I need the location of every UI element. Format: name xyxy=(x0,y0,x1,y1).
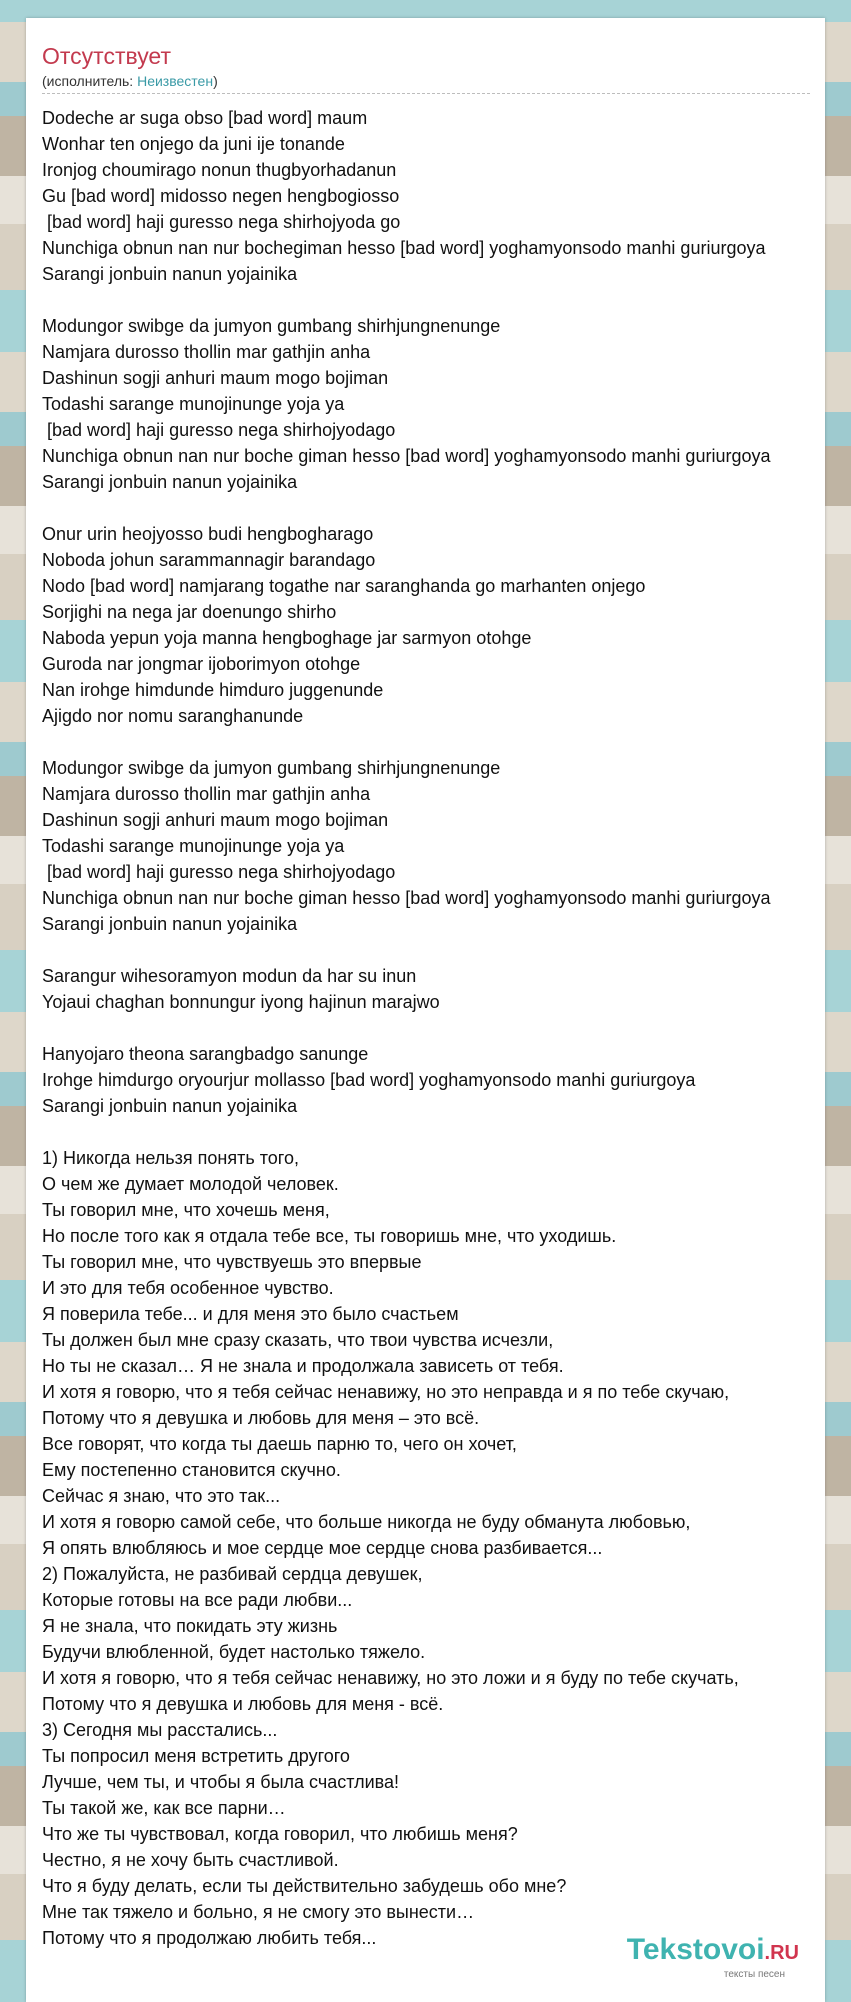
lyrics-line: Я не знала, что покидать эту жизнь xyxy=(42,1616,338,1636)
lyrics-line: Ты говорил мне, что хочешь меня, xyxy=(42,1200,330,1220)
lyrics-blank-line xyxy=(42,495,822,521)
lyrics-line: 3) Сегодня мы расстались... xyxy=(42,1720,278,1740)
site-logo[interactable] xyxy=(627,1935,799,1980)
lyrics-line: Сейчас я знаю, что это так... xyxy=(42,1486,281,1506)
lyrics-line: Потому что я девушка и любовь для меня - всё. xyxy=(42,1694,444,1714)
lyrics-blank-line xyxy=(42,729,822,755)
artist-line xyxy=(42,72,809,90)
lyrics-line: Hanyojaro theona sarangbadgo sanunge xyxy=(42,1044,369,1064)
lyrics-line: Wonhar ten onjego da juni ije tonande xyxy=(42,134,345,154)
logo-wordmark xyxy=(627,1935,799,1968)
lyrics-line: Потому что я продолжаю любить тебя... xyxy=(42,1928,377,1948)
lyrics-line: Все говорят, что когда ты даешь парню то, чего он хочет, xyxy=(42,1434,517,1454)
lyrics-line: Я опять влюбляюсь и мое сердце мое сердце снова разбивается... xyxy=(42,1538,603,1558)
lyrics-line: Sarangi jonbuin nanun yojainika xyxy=(42,1096,298,1116)
lyrics-line: Nunchiga obnun nan nur boche giman hesso [bad word] yoghamyonsodo manhi guriurgoya xyxy=(42,446,771,466)
lyrics-line: Onur urin heojyosso budi hengbogharago xyxy=(42,524,374,544)
lyrics-line: Gu [bad word] midosso negen hengbogiosso xyxy=(42,186,400,206)
lyrics-line: 2) Пожалуйста, не разбивай сердца девушек, xyxy=(42,1564,423,1584)
artist-link[interactable]: Неизвестен xyxy=(137,73,214,89)
lyrics-line: Ajigdo nor nomu saranghanunde xyxy=(42,706,304,726)
lyrics-line: Будучи влюбленной, будет настолько тяжело. xyxy=(42,1642,426,1662)
lyrics-line: Dodeche ar suga obso [bad word] maum xyxy=(42,108,368,128)
lyrics-line: Потому что я девушка и любовь для меня – это всё. xyxy=(42,1408,480,1428)
header-divider xyxy=(42,93,810,94)
lyrics-line: Nunchiga obnun nan nur bochegiman hesso [bad word] yoghamyonsodo manhi guriurgoya xyxy=(42,238,766,258)
lyrics-line: Которые готовы на все ради любви... xyxy=(42,1590,353,1610)
lyrics-line: [bad word] haji guresso nega shirhojyodago xyxy=(42,420,396,440)
lyrics-line: И хотя я говорю, что я тебя сейчас ненавижу, но это неправда и я по тебе скучаю, xyxy=(42,1382,730,1402)
lyrics-blank-line xyxy=(42,1015,822,1041)
lyrics-line: Modungor swibge da jumyon gumbang shirhjungnenunge xyxy=(42,758,501,778)
lyrics-line: Ты попросил меня встретить другого xyxy=(42,1746,350,1766)
lyrics-line: Sarangi jonbuin nanun yojainika xyxy=(42,472,298,492)
lyrics-text xyxy=(42,105,822,1951)
artist-prefix: (исполнитель: xyxy=(42,73,138,89)
lyrics-line: Честно, я не хочу быть счастливой. xyxy=(42,1850,339,1870)
lyrics-line: Namjara durosso thollin mar gathjin anha xyxy=(42,784,371,804)
lyrics-line: [bad word] haji guresso nega shirhojyodago xyxy=(42,862,396,882)
lyrics-line: Мне так тяжело и больно, я не смогу это вынести… xyxy=(42,1902,475,1922)
lyrics-line: Modungor swibge da jumyon gumbang shirhjungnenunge xyxy=(42,316,501,336)
lyrics-line: [bad word] haji guresso nega shirhojyoda go xyxy=(42,212,401,232)
lyrics-line: Yojaui chaghan bonnungur iyong hajinun marajwo xyxy=(42,992,440,1012)
lyrics-line: Sarangi jonbuin nanun yojainika xyxy=(42,264,298,284)
lyrics-line: Ему постепенно становится скучно. xyxy=(42,1460,341,1480)
song-header xyxy=(42,42,809,90)
lyrics-card xyxy=(26,18,825,2002)
lyrics-line: Naboda yepun yoja manna hengboghage jar sarmyon otohge xyxy=(42,628,532,648)
lyrics-line: Но ты не сказал… Я не знала и продолжала зависеть от тебя. xyxy=(42,1356,564,1376)
lyrics-line: Sarangur wihesoramyon modun da har su inun xyxy=(42,966,417,986)
lyrics-line: Irohge himdurgo oryourjur mollasso [bad word] yoghamyonsodo manhi guriurgoya xyxy=(42,1070,696,1090)
lyrics-line: Nodo [bad word] namjarang togathe nar saranghanda go marhanten onjego xyxy=(42,576,646,596)
lyrics-line: И хотя я говорю, что я тебя сейчас ненавижу, но это ложи и я буду по тебе скучать, xyxy=(42,1668,739,1688)
logo-tagline: тексты песен xyxy=(723,1969,785,1980)
lyrics-line: Я поверила тебе... и для меня это было счастьем xyxy=(42,1304,459,1324)
lyrics-line: Nunchiga obnun nan nur boche giman hesso [bad word] yoghamyonsodo manhi guriurgoya xyxy=(42,888,771,908)
lyrics-line: Noboda johun sarammannagir barandago xyxy=(42,550,376,570)
lyrics-line: И это для тебя особенное чувство. xyxy=(42,1278,334,1298)
lyrics-line: 1) Никогда нельзя понять того, xyxy=(42,1148,299,1168)
lyrics-line: О чем же думает молодой человек. xyxy=(42,1174,339,1194)
lyrics-line: Ты говорил мне, что чувствуешь это впервые xyxy=(42,1252,422,1272)
lyrics-line: Но после того как я отдала тебе все, ты говоришь мне, что уходишь. xyxy=(42,1226,617,1246)
lyrics-line: Что я буду делать, если ты действительно забудешь обо мне? xyxy=(42,1876,567,1896)
lyrics-line: Guroda nar jongmar ijoborimyon otohge xyxy=(42,654,361,674)
lyrics-line: Ironjog choumirago nonun thugbyorhadanun xyxy=(42,160,397,180)
song-title: Отсутствует xyxy=(42,43,171,69)
logo-tld: .RU xyxy=(764,1942,799,1964)
lyrics-blank-line xyxy=(42,937,822,963)
lyrics-line: Что же ты чувствовал, когда говорил, что любишь меня? xyxy=(42,1824,518,1844)
lyrics-line: Sarangi jonbuin nanun yojainika xyxy=(42,914,298,934)
lyrics-line: Todashi sarange munojinunge yoja ya xyxy=(42,394,345,414)
lyrics-line: Nan irohge himdunde himduro juggenunde xyxy=(42,680,384,700)
lyrics-line: Dashinun sogji anhuri maum mogo bojiman xyxy=(42,368,389,388)
lyrics-line: Namjara durosso thollin mar gathjin anha xyxy=(42,342,371,362)
lyrics-blank-line xyxy=(42,287,822,313)
artist-suffix: ) xyxy=(213,73,218,89)
lyrics-line: Лучше, чем ты, и чтобы я была счастлива! xyxy=(42,1772,400,1792)
lyrics-line: Dashinun sogji anhuri maum mogo bojiman xyxy=(42,810,389,830)
lyrics-blank-line xyxy=(42,1119,822,1145)
lyrics-line: Todashi sarange munojinunge yoja ya xyxy=(42,836,345,856)
lyrics-line: Sorjighi na nega jar doenungo shirho xyxy=(42,602,337,622)
lyrics-line: И хотя я говорю самой себе, что больше никогда не буду обманута любовью, xyxy=(42,1512,691,1532)
lyrics-line: Ты должен был мне сразу сказать, что твои чувства исчезли, xyxy=(42,1330,554,1350)
lyrics-line: Ты такой же, как все парни… xyxy=(42,1798,286,1818)
logo-name: Tekstovoi xyxy=(626,1933,765,1966)
